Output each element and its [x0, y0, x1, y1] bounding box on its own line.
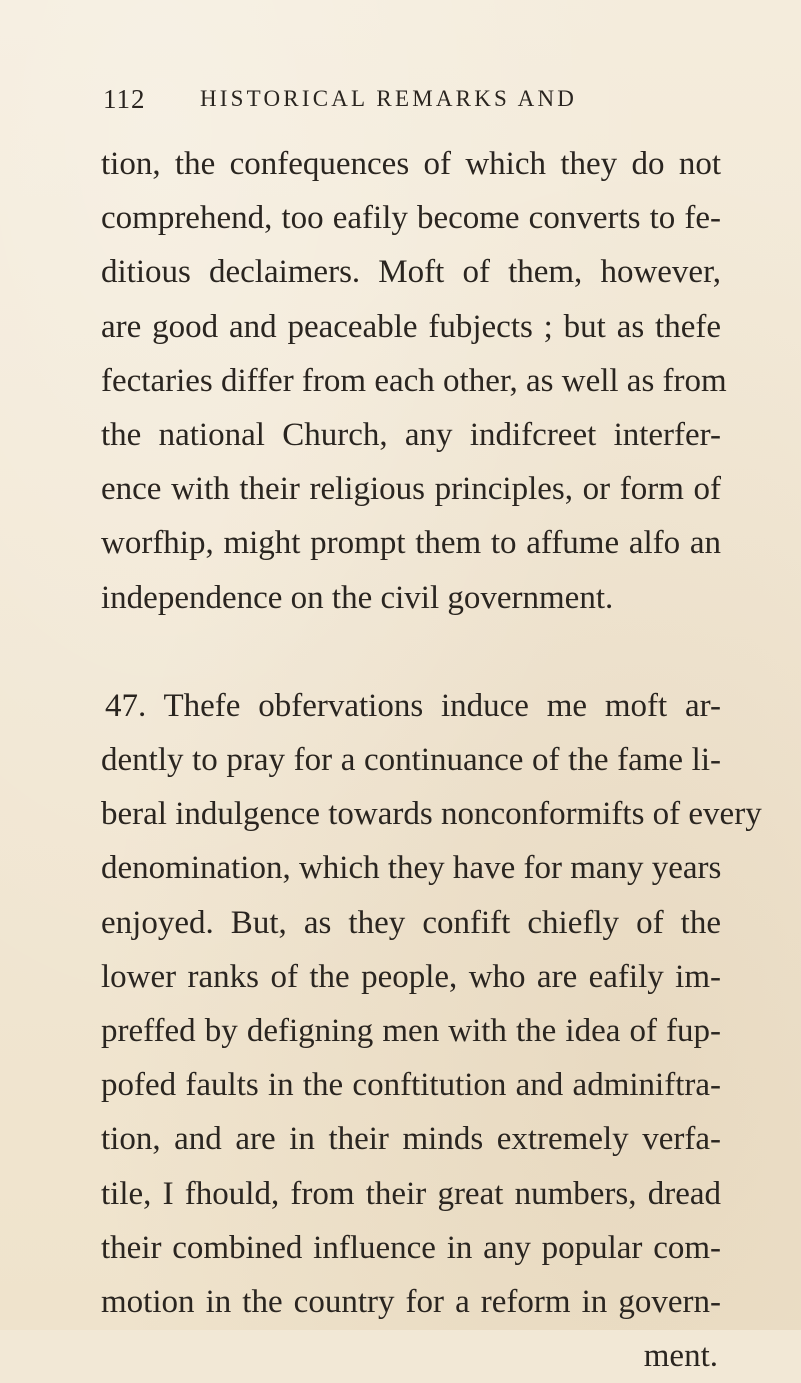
- running-head: HISTORICAL REMARKS AND: [200, 86, 578, 111]
- body-text: [101, 137, 762, 1383]
- text-line: worfhip, might prompt them to affume alfo an: [101, 525, 721, 562]
- text-line: enjoyed. But, as they confift chiefly of the: [101, 904, 721, 941]
- text-line: denomination, which they have for many years: [101, 850, 722, 887]
- page-number: 112: [103, 84, 146, 114]
- text-line: lower ranks of the people, who are eafily im-: [101, 958, 721, 995]
- text-line: tile, I fhould, from their great numbers, dread: [101, 1175, 721, 1212]
- text-line: tion, and are in their minds extremely verfa-: [101, 1121, 721, 1158]
- text-line: 47. Thefe obfervations induce me moft ar-: [105, 687, 721, 724]
- text-line: fectaries differ from each other, as well as from: [101, 362, 727, 399]
- page-header: [103, 84, 723, 124]
- text-line: pofed faults in the conftitution and adminiftra-: [101, 1067, 721, 1104]
- text-line: ditious declaimers. Moft of them, however,: [101, 254, 721, 291]
- text-line: tion, the confequences of which they do not: [101, 146, 721, 182]
- text-line: the national Church, any indifcreet interfer-: [101, 416, 721, 453]
- text-line: independence on the civil government.: [101, 579, 614, 616]
- text-line: dently to pray for a continuance of the fame li-: [101, 742, 721, 779]
- text-line: preffed by defigning men with the idea of fup-: [101, 1013, 721, 1049]
- text-line: ence with their religious principles, or form of: [101, 471, 721, 508]
- catchword: ment.: [643, 1338, 718, 1375]
- text-line: are good and peaceable fubjects ; but as thefe: [101, 308, 721, 345]
- paragraph-gap: [101, 625, 721, 679]
- text-line: comprehend, too eafily become converts to fe-: [101, 200, 721, 237]
- text-line: beral indulgence towards nonconformifts of every: [101, 796, 762, 833]
- text-line: motion in the country for a reform in govern-: [101, 1283, 721, 1320]
- text-line: their combined influence in any popular com-: [101, 1229, 721, 1266]
